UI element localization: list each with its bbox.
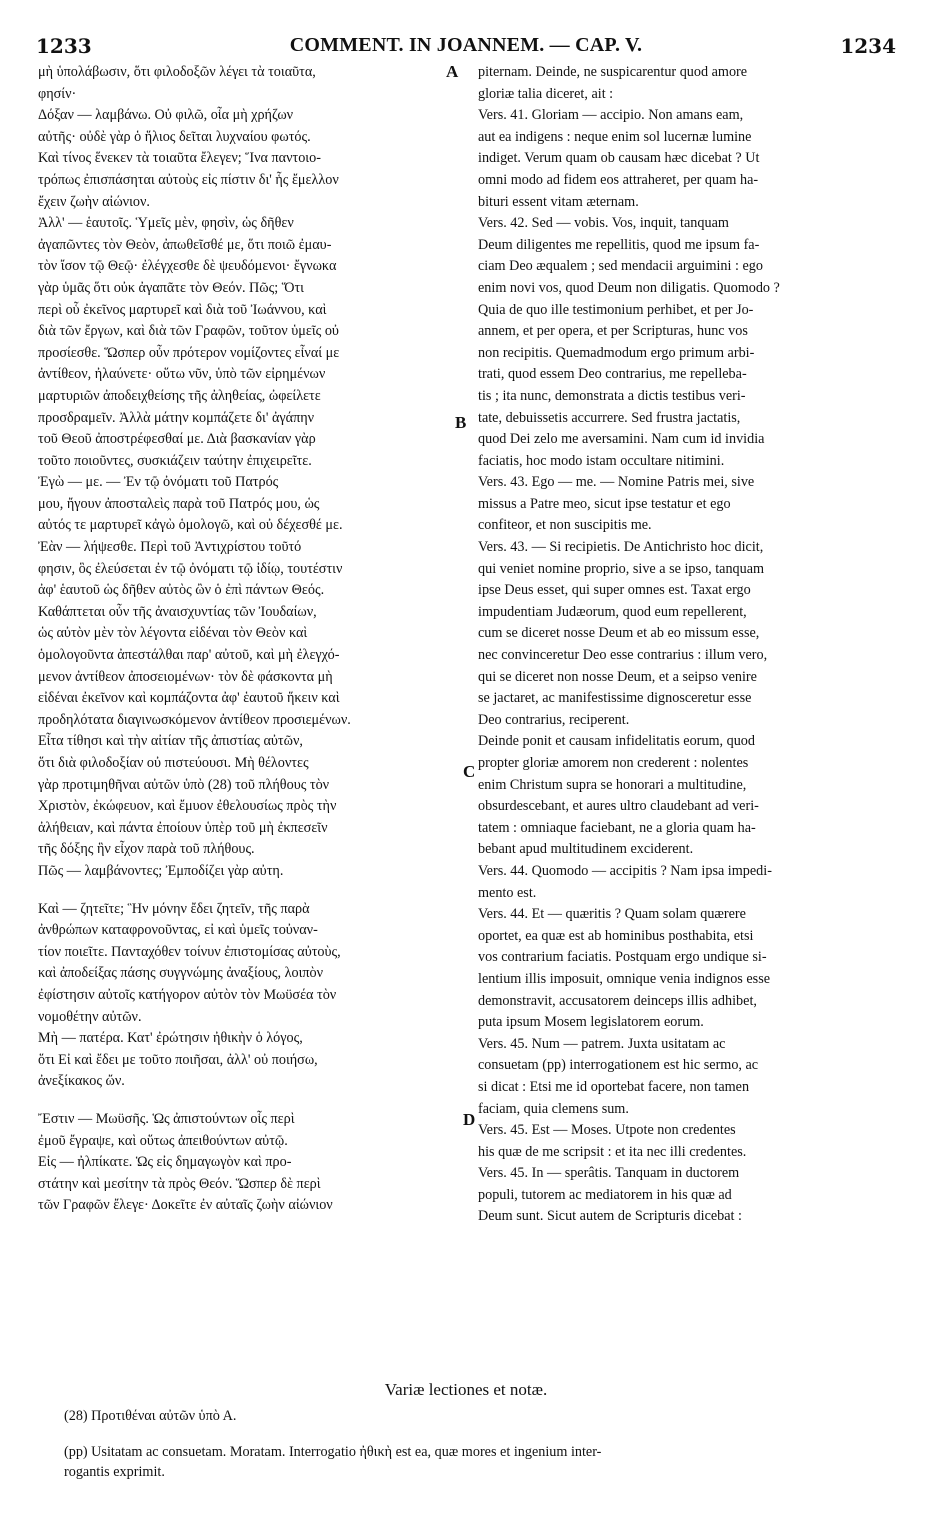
text-line: bituri essent vitam æternam. bbox=[478, 193, 639, 210]
text-line: ipse Deus esset, qui super omnes est. Taxat ergo bbox=[478, 582, 751, 599]
text-line: ἀγαπῶντες τὸν Θεὸν, ἀπωθεῖσθέ με, ὅτι ποιῶ ἐμαυ- bbox=[38, 236, 332, 253]
text-line: puta ipsum Mosem legislatorem eorum. bbox=[478, 1014, 704, 1031]
running-title: COMMENT. IN JOANNEM. — CAP. V. bbox=[289, 34, 643, 56]
text-line: cum se diceret nosse Deum et ab eo missum esse, bbox=[478, 625, 760, 642]
text-line: τῶν Γραφῶν ἔλεγε· Δοκεῖτε ἐν αὐταῖς ζωὴν αἰώνιον bbox=[38, 1197, 333, 1214]
text-line: ἀλήθειαν, καὶ πάντα ἐποίουν ὑπὲρ τοῦ μὴ ἐκπεσεῖν bbox=[38, 819, 328, 836]
text-line: γὰρ ὑμᾶς ὅτι οὐκ ἀγαπᾶτε τὸν Θεόν. Πῶς; Ὅτι bbox=[38, 279, 304, 296]
text-line: Deum diligentes me repellitis, quod me ipsum fa- bbox=[478, 236, 760, 253]
page-header bbox=[36, 34, 896, 60]
text-line: impudentiam Judæorum, quod eum repellerent, bbox=[478, 603, 747, 620]
text-line: piternam. Deinde, ne suspicarentur quod amore bbox=[478, 64, 748, 80]
text-line: Vers. 45. In — sperâtis. Tanquam in ductorem bbox=[478, 1165, 740, 1182]
text-line: Ἐὰν — λήψεσθε. Περὶ τοῦ Ἀντιχρίστου τοῦτό bbox=[38, 539, 302, 556]
text-line: ἔχειν ζωὴν αἰώνιον. bbox=[38, 193, 150, 210]
page-number-right: 1234 bbox=[840, 34, 896, 58]
text-line: demonstravit, accusatorem deinceps illis adhibet, bbox=[478, 992, 757, 1009]
text-line: διὰ τῶν ἔργων, καὶ διὰ τῶν Γραφῶν, τοῦτον ὑμεῖς οὐ bbox=[38, 323, 339, 340]
note-pp-line: (pp) Usitatam ac consuetam. Moratam. Interrogatio ἠθικὴ est ea, quæ mores et ingenium inter- bbox=[64, 1444, 602, 1460]
text-line: μαρτυριῶν ἀποδειχθείσης τῆς ἀληθείας, ὠφείλετε bbox=[38, 387, 321, 404]
text-line: Εἰς — ἠλπίκατε. Ὡς εἰς δημαγωγὸν καὶ προ- bbox=[38, 1154, 292, 1171]
greek-column bbox=[38, 62, 458, 1217]
margin-letter-b: B bbox=[455, 413, 467, 432]
text-line: tis ; ita nunc, demonstrata a dictis testibus veri- bbox=[478, 387, 746, 404]
text-line: his quæ de me scripsit : et ita nec illi credentes. bbox=[478, 1143, 747, 1160]
text-line: Vers. 43. Ego — me. — Nomine Patris mei, sive bbox=[478, 474, 755, 491]
text-line: Χριστὸν, ἐκώφευον, καὶ ἔμυον ἐθελουσίως πρὸς τὴν bbox=[38, 798, 337, 815]
text-line: ὡς αὐτὸν μὲν τὸν λέγοντα εἰδέναι τὸν Θεὸν καὶ bbox=[38, 625, 308, 642]
text-line: enim novi vos, quod Deum non diligatis. Quomodo ? bbox=[478, 279, 780, 296]
text-line: ὁμολογοῦντα ἀπεστάλθαι παρ' αὐτοῦ, καὶ μὴ ἐλεγχό- bbox=[38, 647, 340, 664]
text-line: γὰρ προτιμηθῆναι αὐτῶν ὑπὸ (28) τοῦ πλήθους τὸν bbox=[38, 776, 330, 793]
text-line: Μὴ — πατέρα. Κατ' ἐρώτησιν ἠθικὴν ὁ λόγος, bbox=[38, 1030, 303, 1047]
text-line: ὅτι Εἰ καὶ ἔδει με τοῦτο ποιῆσαι, ἀλλ' οὐ ποιήσω, bbox=[38, 1051, 318, 1068]
text-line: τρόπως ἐπισπάσηται αὐτοὺς εἰς πίστιν δι' ἧς ἔμελλον bbox=[38, 171, 339, 188]
text-line: ἐμοῦ ἔγραψε, καὶ οὕτως ἀπειθούντων αὐτῷ. bbox=[38, 1132, 288, 1149]
text-line: annem, et per opera, et per Scripturas, hunc vos bbox=[478, 323, 748, 340]
text-line: mento est. bbox=[478, 884, 537, 901]
text-line: μενον ἀντίθεον ἀποσειομένων· τὸν δὲ φάσκοντα μὴ bbox=[38, 668, 333, 685]
text-line: ἐφίστησιν αὐτοῖς κατήγορον αὐτὸν τὸν Μωϋσέα τὸν bbox=[38, 986, 337, 1003]
text-line: Vers. 44. Et — quæritis ? Quam solam quærere bbox=[478, 906, 746, 923]
text-line: Quia de quo ille testimonium perhibet, et per Jo- bbox=[478, 301, 754, 318]
paragraph-gap bbox=[38, 883, 458, 899]
text-line: propter gloriæ amorem non crederent : nolentes bbox=[478, 755, 749, 771]
text-line: ὅτι διὰ φιλοδοξίαν οὐ πιστεύουσι. Μὴ θέλοντες bbox=[38, 755, 309, 771]
text-line: bebant apud multitudinem exciderent. bbox=[478, 841, 694, 858]
text-line: Vers. 41. Gloriam — accipio. Non amans eam, bbox=[478, 107, 744, 124]
text-line: qui veniet nomine proprio, sive a se ipso, tanquam bbox=[478, 560, 765, 577]
text-line: τίον ποιεῖτε. Πανταχόθεν τοίνυν ἐπιστομίσας αὐτοὺς, bbox=[38, 943, 341, 960]
text-line: αὐτός τε μαρτυρεῖ κἀγὼ ὁμολογῶ, καὶ οὐ δέχεσθέ με. bbox=[38, 517, 343, 534]
text-line: Ἐγὼ — με. — Ἐν τῷ ὀνόματι τοῦ Πατρός bbox=[38, 474, 279, 491]
text-line: Vers. 43. — Si recipietis. De Antichristo hoc dicit, bbox=[478, 539, 764, 556]
text-line: Deo contrarius, reciperent. bbox=[478, 711, 630, 728]
text-line: ciam Deo æqualem ; sed mendacii arguimini : ego bbox=[478, 258, 763, 275]
text-line: confiteor, et non suscipitis me. bbox=[478, 517, 652, 534]
margin-letter-a: A bbox=[446, 62, 459, 81]
text-line: αὐτῆς· οὐδὲ γὰρ ὁ ἥλιος δεῖται λυχναίου φωτός. bbox=[38, 128, 311, 145]
text-line: faciam, quia clemens sum. bbox=[478, 1100, 629, 1117]
text-line: ἀνεξίκακος ὤν. bbox=[38, 1073, 125, 1090]
text-line: νομοθέτην αὐτῶν. bbox=[38, 1008, 142, 1025]
text-line: προδηλότατα διαγινωσκόμενον ἀντίθεον προσιεμένων. bbox=[38, 711, 351, 728]
text-line: τοῦ Θεοῦ ἀποστρέφεσθαί με. Διὰ βασκανίαν γὰρ bbox=[38, 431, 316, 448]
text-line: τοῦτο ποιοῦντες, συσκιάζειν ταύτην ἐπιχειρεῖτε. bbox=[38, 452, 312, 469]
text-line: missus a Patre meo, sicut ipse testatur et ego bbox=[478, 495, 731, 512]
text-line: nec convinceretur Deo esse contrarius : illum vero, bbox=[478, 647, 768, 664]
text-line: φησιν, ὃς ἐλεύσεται ἐν τῷ ὀνόματι τῷ ἰδίῳ, τουτέστιν bbox=[38, 560, 343, 577]
text-line: φησίν· bbox=[38, 85, 77, 102]
text-line: περὶ οὗ ἐκεῖνος μαρτυρεῖ καὶ διὰ τοῦ Ἰωάννου, καὶ bbox=[38, 301, 327, 318]
text-line: gloriæ talia diceret, ait : bbox=[478, 85, 614, 102]
text-line: τῆς δόξης ἣν εἶχον παρὰ τοῦ πλήθους. bbox=[38, 841, 255, 858]
text-line: indiget. Verum quam ob causam hæc dicebat ? Ut bbox=[478, 150, 760, 167]
text-line: Ἀλλ' — ἑαυτοῖς. Ὑμεῖς μὲν, φησὶν, ὡς δῆθεν bbox=[38, 215, 294, 232]
text-line: ἀφ' ἑαυτοῦ ὡς δῆθεν αὐτὸς ὢν ὁ ἐπὶ πάντων Θεός. bbox=[38, 582, 325, 599]
text-line: se jactaret, ac manifestissime dignosceretur esse bbox=[478, 690, 752, 707]
text-line: στάτην καὶ μεσίτην τὰ πρὸς Θεόν. Ὥσπερ δὲ περὶ bbox=[38, 1175, 321, 1192]
text-line: προσδραμεῖν. Ἀλλὰ μάτην κομπάζετε δι' ἀγάπην bbox=[38, 409, 315, 426]
text-line: Δόξαν — λαμβάνω. Οὐ φιλῶ, οἷα μὴ χρήζων bbox=[38, 107, 294, 124]
note-pp bbox=[64, 1442, 896, 1482]
text-line: Καὶ τίνος ἕνεκεν τὰ τοιαῦτα ἔλεγεν; Ἵνα παντοιο- bbox=[38, 150, 321, 167]
text-line: tatem : omniaque faciebant, ne a gloria quam ha- bbox=[478, 819, 756, 836]
text-line: non recipitis. Quemadmodum ergo primum arbi- bbox=[478, 344, 755, 361]
text-line: enim Christum supra se honorari a multitudine, bbox=[478, 776, 747, 793]
paragraph-gap bbox=[38, 1093, 458, 1109]
text-line: Καθάπτεται οὖν τῆς ἀναισχυντίας τῶν Ἰουδαίων, bbox=[38, 603, 317, 620]
text-line: oportet, ea quæ est ab hominibus posthabita, etsi bbox=[478, 927, 754, 944]
note-pp-line: rogantis exprimit. bbox=[64, 1464, 165, 1480]
notes-title: Variæ lectiones et notæ. bbox=[384, 1380, 548, 1399]
text-line: trati, quod essem Deo contrarius, me repelleba- bbox=[478, 366, 747, 383]
text-line: Deum sunt. Sicut autem de Scripturis dicebat : bbox=[478, 1208, 742, 1225]
text-line: Vers. 45. Est — Moses. Utpote non credentes bbox=[478, 1122, 736, 1139]
page-number-left: 1233 bbox=[36, 34, 92, 58]
text-line: faciatis, hoc modo istam occultare nitimini. bbox=[478, 452, 725, 469]
text-line: Ἔστιν — Μωϋσῆς. Ὡς ἀπιστούντων οἷς περὶ bbox=[38, 1110, 295, 1127]
text-line: προσίεσθε. Ὥσπερ οὖν πρότερον νομίζοντες εἶναί με bbox=[38, 344, 340, 361]
text-line: Πῶς — λαμβάνοντες; Ἐμποδίζει γὰρ αὐτη. bbox=[38, 862, 284, 879]
note-28-text: (28) Προτιθέναι αὐτῶν ὑπὸ Α. bbox=[64, 1408, 237, 1424]
text-line: obsurdescebant, et aures ultro claudebant ad veri- bbox=[478, 798, 759, 815]
text-line: qui se diceret non nosse Deum, et a seipso venire bbox=[478, 668, 757, 685]
text-line: μου, ἤγουν ἀποσταλεὶς παρὰ τοῦ Πατρός μου, ὡς bbox=[38, 495, 320, 512]
text-line: μὴ ὑπολάβωσιν, ὅτι φιλοδοξῶν λέγει τὰ τοιαῦτα, bbox=[38, 64, 316, 80]
text-line: ἀνθρώπων καταφρονοῦντας, εἰ καὶ ὑμεῖς τοὐναν- bbox=[38, 922, 318, 939]
text-line: vos contrarium faciatis. Postquam ergo undique si- bbox=[478, 949, 767, 966]
text-line: Εἶτα τίθησι καὶ τὴν αἰτίαν τῆς ἀπιστίας αὐτῶν, bbox=[38, 733, 303, 750]
text-line: si dicat : Etsi me id oportebat facere, non tamen bbox=[478, 1078, 750, 1095]
text-line: εἰδέναι ἐκεῖνον καὶ κομπάζοντα ἀφ' ἑαυτοῦ ἥκειν καὶ bbox=[38, 690, 340, 707]
text-line: populi, tutorem ac mediatorem in his quæ ad bbox=[478, 1186, 732, 1203]
text-line: tate, debuissetis accurrere. Sed frustra jactatis, bbox=[478, 409, 741, 426]
latin-column bbox=[478, 62, 900, 1228]
text-line: Vers. 45. Num — patrem. Juxta usitatam ac bbox=[478, 1035, 726, 1052]
text-line: Καὶ — ζητεῖτε; Ἣν μόνην ἔδει ζητεῖν, τῆς παρὰ bbox=[38, 900, 310, 917]
text-line: ἀντίθεον, ἠλαύνετε· οὕτω νῦν, ὑπὸ τῶν εἰρημένων bbox=[38, 366, 326, 383]
text-line: aut ea indigens : neque enim sol lucernæ lumine bbox=[478, 128, 752, 145]
text-line: Deinde ponit et causam infidelitatis eorum, quod bbox=[478, 733, 755, 750]
margin-letter-d: D bbox=[463, 1110, 476, 1129]
text-line: lentium illis imposuit, omnique venia indignos esse bbox=[478, 970, 771, 987]
text-line: Vers. 42. Sed — vobis. Vos, inquit, tanquam bbox=[478, 215, 729, 232]
text-line: omni modo ad fidem eos attraheret, per quam ha- bbox=[478, 171, 759, 188]
text-line: consuetam (pp) interrogationem est hic sermo, ac bbox=[478, 1057, 759, 1074]
text-line: τὸν ἴσον τῷ Θεῷ· ἐλέγχεσθε δὲ ψευδόμενοι· ἔγνωκα bbox=[38, 258, 337, 275]
text-line: Vers. 44. Quomodo — accipitis ? Nam ipsa impedi- bbox=[478, 862, 772, 879]
note-28 bbox=[64, 1406, 896, 1426]
margin-letter-c: C bbox=[463, 762, 476, 781]
text-line: quod Dei zelo me aversamini. Nam cum id invidia bbox=[478, 431, 765, 448]
text-line: καὶ ἀποδείξας πάσης συγγνώμης ἀναξίους, λοιπὸν bbox=[38, 965, 324, 982]
